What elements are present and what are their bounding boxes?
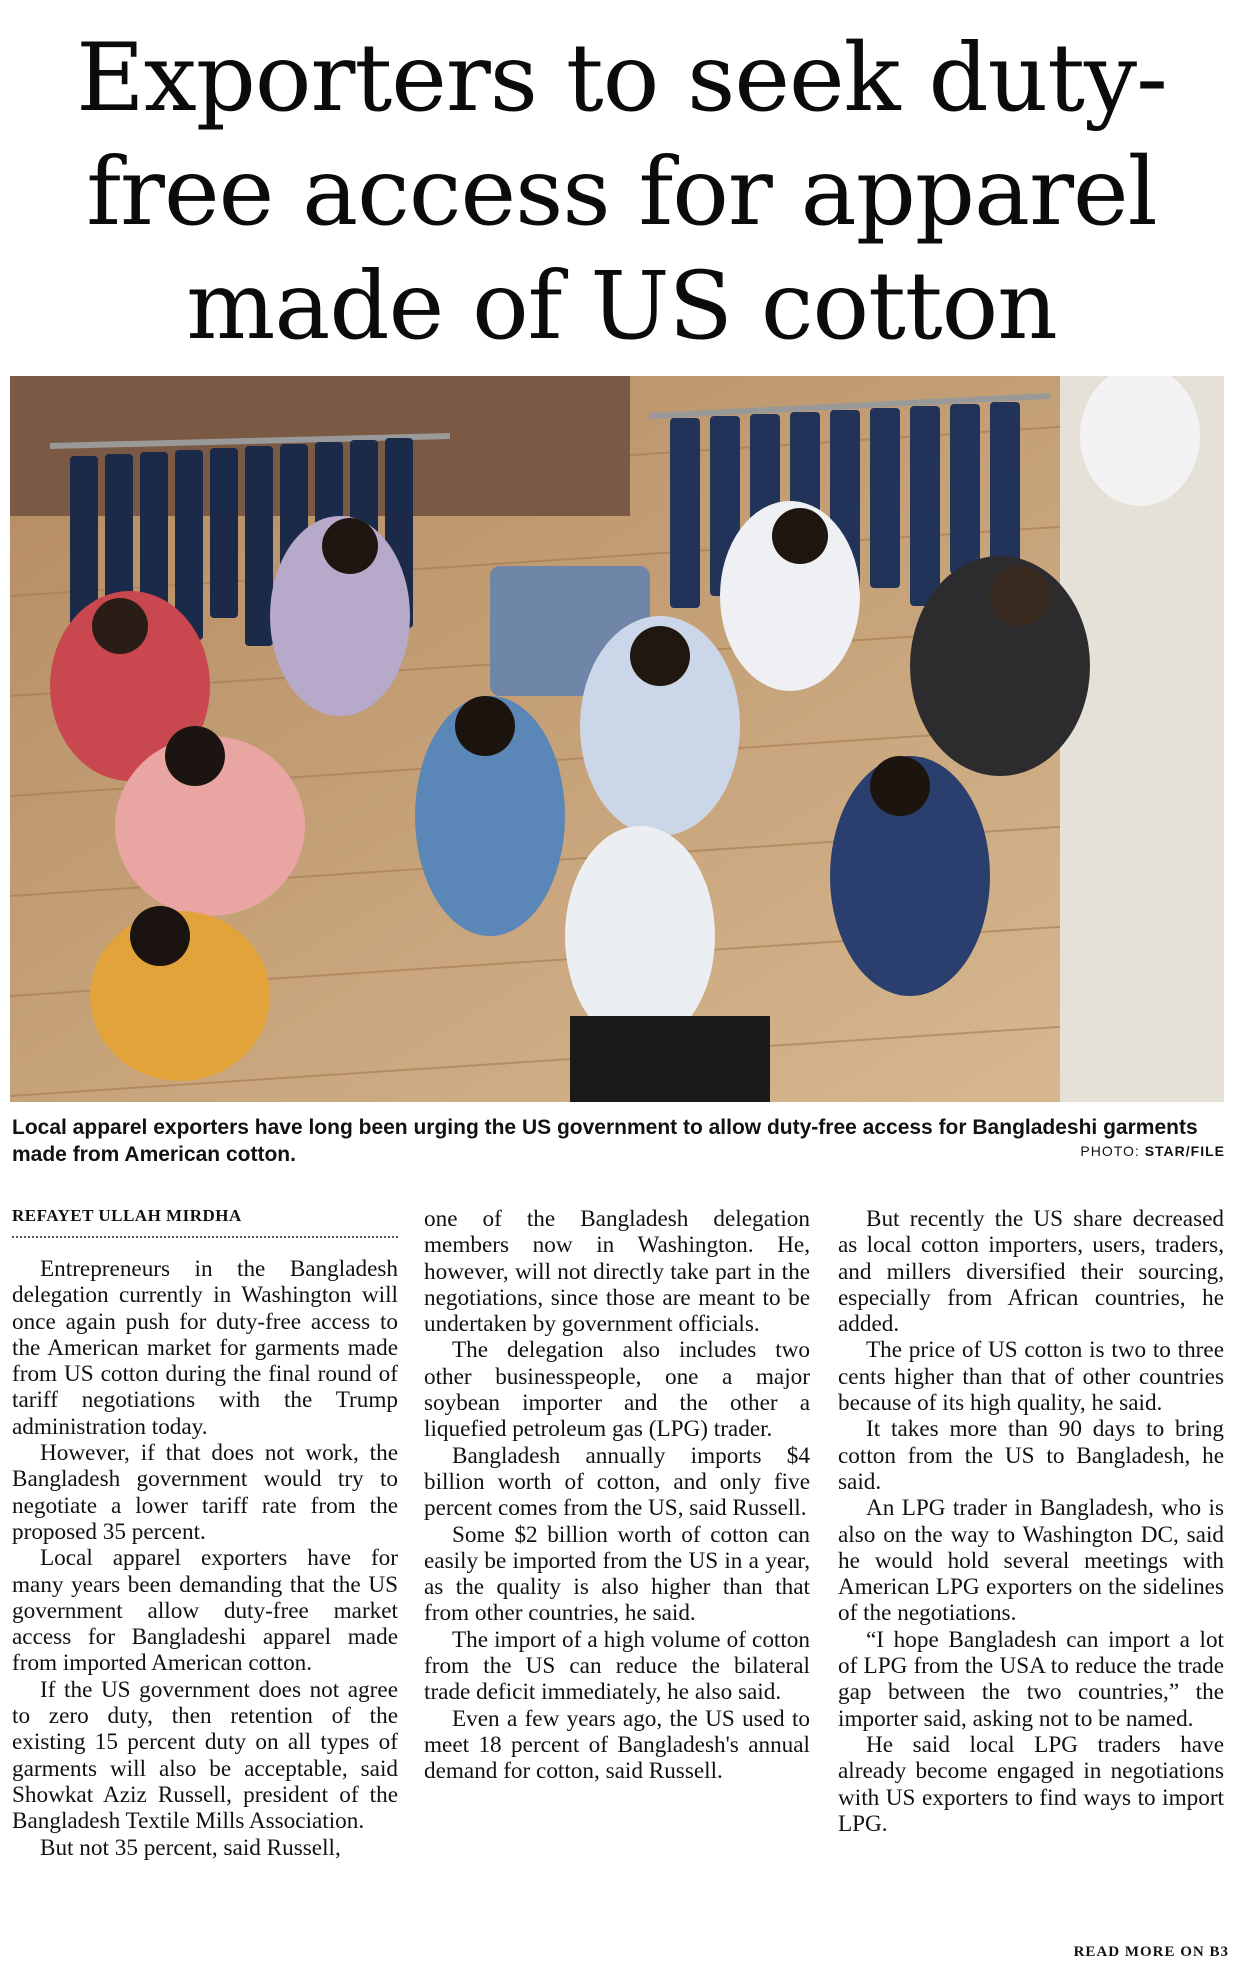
headline	[20, 22, 1223, 364]
byline: REFAYET ULLAH MIRDHA	[12, 1206, 398, 1238]
paragraph: He said local LPG traders have already become engaged in negotiations with US exporters to find ways to import LPG.	[838, 1731, 1224, 1837]
headline-line-3: made of US cotton	[186, 252, 1057, 361]
paragraph: Local apparel exporters have for many years been demanding that the US government allow duty-free market access for Bangladeshi apparel made from imported American cotton.	[12, 1545, 398, 1677]
paragraph: It takes more than 90 days to bring cotton from the US to Bangladesh, he said.	[838, 1416, 1224, 1495]
paragraph: If the US government does not agree to zero duty, then retention of the existing 15 percent duty on all types of garments will also be acceptable, said Showkat Aziz Russell, president of the Bangladesh Textile Mills Association.	[12, 1676, 398, 1835]
headline-line-1: Exporters to seek duty-	[76, 24, 1167, 133]
paragraph: “I hope Bangladesh can import a lot of LPG from the USA to reduce the trade gap between the two countries,” the importer said, asking not to be named.	[838, 1626, 1224, 1732]
read-more-link[interactable]: READ MORE ON B3	[1073, 1944, 1229, 1960]
headline-line-2: free access for apparel	[86, 138, 1157, 247]
paragraph: one of the Bangladesh delegation members now in Washington. He, however, will not directly take part in the negotiations, since those are meant to be undertaken by government officials.	[424, 1206, 810, 1338]
paragraph: Entrepreneurs in the Bangladesh delegation currently in Washington will once again push for duty-free access to the American market for garments made from US cotton during the final round of tariff negotiations with the Trump administration today.	[12, 1256, 398, 1440]
paragraph: But recently the US share decreased as local cotton importers, users, traders, and millers diversified their sourcing, especially from African countries, he added.	[838, 1206, 1224, 1338]
paragraph: Some $2 billion worth of cotton can easily be imported from the US in a year, as the quality is also higher than that from other countries, he said.	[424, 1521, 810, 1627]
photo-caption: Local apparel exporters have long been urging the US government to allow duty-free access for Bangladeshi garments made from American cotton.	[12, 1116, 1198, 1166]
article-column-1	[12, 1256, 398, 1861]
paragraph: The price of US cotton is two to three cents higher than that of other countries because of its high quality, he said.	[838, 1337, 1224, 1417]
photo-credit	[1080, 1143, 1225, 1159]
paragraph: The delegation also includes two other businesspeople, one a major soybean importer and the other a liquefied petroleum gas (LPG) trader.	[424, 1337, 810, 1443]
paragraph: Bangladesh annually imports $4 billion worth of cotton, and only five percent comes from the US, said Russell.	[424, 1442, 810, 1522]
article-column-3	[838, 1206, 1224, 1837]
news-photo	[10, 376, 1224, 1102]
article-column-2	[424, 1206, 810, 1785]
paragraph: But not 35 percent, said Russell,	[40, 1834, 341, 1861]
paragraph: However, if that does not work, the Bangladesh government would try to negotiate a lower tariff rate from the proposed 35 percent.	[12, 1440, 398, 1545]
photo-credit-label: PHOTO:	[1080, 1143, 1140, 1159]
paragraph: Even a few years ago, the US used to meet 18 percent of Bangladesh's annual demand for cotton, said Russell.	[424, 1705, 810, 1785]
paragraph: The import of a high volume of cotton from the US can reduce the bilateral trade deficit immediately, he also said.	[424, 1626, 810, 1706]
photo-credit-value: STAR/FILE	[1144, 1143, 1225, 1159]
paragraph: An LPG trader in Bangladesh, who is also on the way to Washington DC, said he would hold several meetings with American LPG exporters on the sidelines of the negotiations.	[838, 1495, 1224, 1627]
photo-crowd-at-apparel-stall-icon	[10, 376, 1224, 1102]
